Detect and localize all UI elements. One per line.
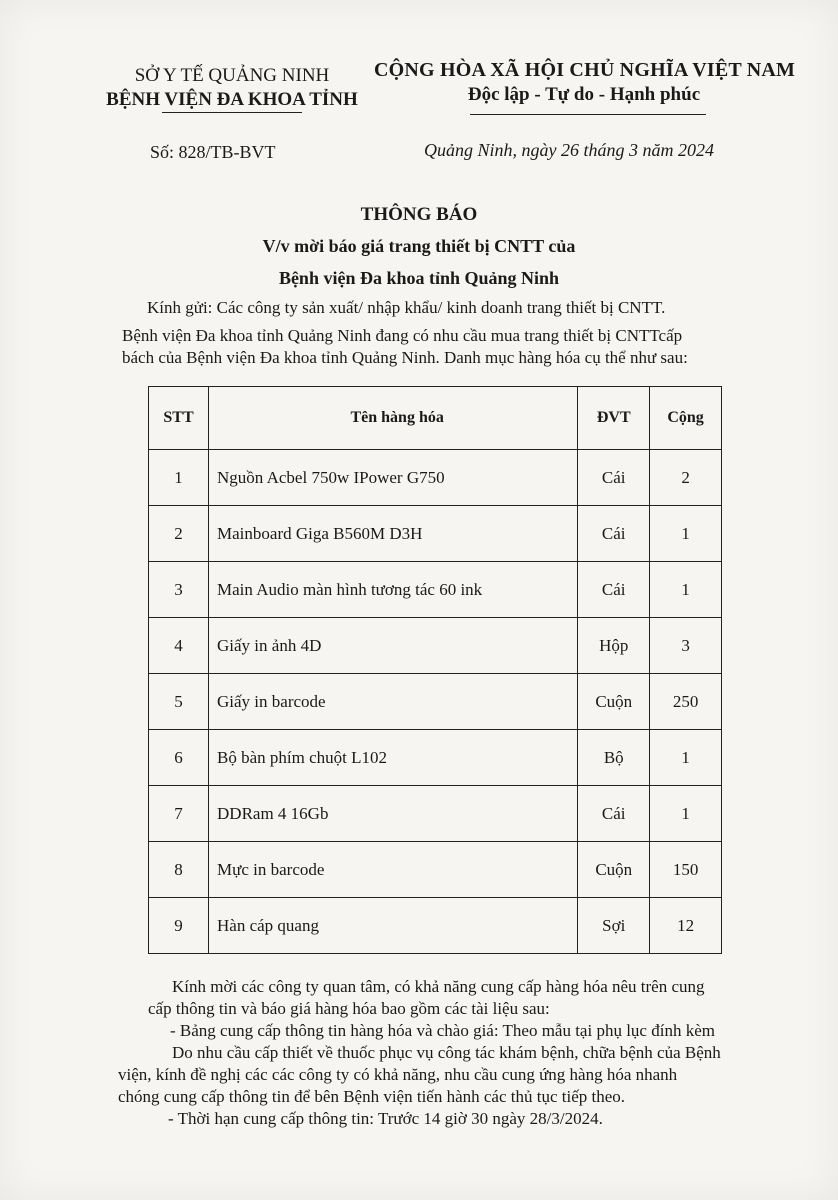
cell-name: Giấy in barcode <box>209 674 578 730</box>
cell-qty: 1 <box>650 562 722 618</box>
agency-name: SỞ Y TẾ QUẢNG NINH <box>134 65 330 86</box>
body-paragraph-7: - Thời hạn cung cấp thông tin: Trước 14 giờ 30 ngày 28/3/2024. <box>168 1109 603 1128</box>
cell-stt: 4 <box>149 618 209 674</box>
goods-table <box>148 386 722 954</box>
notice-title: THÔNG BÁO <box>360 204 478 225</box>
national-header <box>374 58 794 108</box>
cell-unit: Cái <box>578 786 650 842</box>
table-row <box>149 506 722 562</box>
body-paragraph-6: chóng cung cấp thông tin để bên Bệnh viện tiến hành các thủ tục tiếp theo. <box>118 1087 626 1106</box>
notice-subtitle-line-1: V/v mời báo giá trang thiết bị CNTT của <box>262 236 576 256</box>
table-row <box>149 898 722 954</box>
cell-stt: 1 <box>149 450 209 506</box>
cell-unit: Cái <box>578 450 650 506</box>
cell-unit: Cái <box>578 562 650 618</box>
cell-unit: Cuộn <box>578 674 650 730</box>
intro-line-2: bách của Bệnh viện Đa khoa tỉnh Quảng Ninh. Danh mục hàng hóa cụ thể như sau: <box>122 348 688 367</box>
issuer-block <box>92 64 372 112</box>
body-paragraph-4: Do nhu cầu cấp thiết về thuốc phục vụ công tác khám bệnh, chữa bệnh của Bệnh <box>172 1043 721 1062</box>
cell-name: Giấy in ảnh 4D <box>209 618 578 674</box>
table-row <box>149 674 722 730</box>
cell-stt: 9 <box>149 898 209 954</box>
table-row <box>149 618 722 674</box>
notice-subtitle-line-2: Bệnh viện Đa khoa tỉnh Quảng Ninh <box>278 268 560 288</box>
motto-underline <box>470 114 706 115</box>
table-row <box>149 730 722 786</box>
cell-name: Mainboard Giga B560M D3H <box>209 506 578 562</box>
table-row <box>149 842 722 898</box>
cell-qty: 12 <box>650 898 722 954</box>
nation-title: CỘNG HÒA XÃ HỘI CHỦ NGHĨA VIỆT NAM <box>374 59 796 81</box>
cell-stt: 7 <box>149 786 209 842</box>
body-paragraph-3: - Bảng cung cấp thông tin hàng hóa và chào giá: Theo mẫu tại phụ lục đính kèm <box>170 1021 715 1040</box>
cell-unit: Cái <box>578 506 650 562</box>
cell-name: DDRam 4 16Gb <box>209 786 578 842</box>
hospital-name: BỆNH VIỆN ĐA KHOA TỈNH <box>106 89 358 110</box>
body-paragraph-5: viện, kính đề nghị các các công ty có khả năng, nhu cầu cung ứng hàng hóa nhanh <box>118 1065 678 1084</box>
body-paragraph-2: cấp thông tin và báo giá hàng hóa bao gồm các tài liệu sau: <box>148 999 550 1018</box>
cell-qty: 150 <box>650 842 722 898</box>
intro-line-1: Bệnh viện Đa khoa tỉnh Quảng Ninh đang có nhu cầu mua trang thiết bị CNTTcấp <box>122 326 683 345</box>
header-qty: Cộng <box>650 387 722 450</box>
cell-unit: Sợi <box>578 898 650 954</box>
cell-stt: 8 <box>149 842 209 898</box>
cell-unit: Cuộn <box>578 842 650 898</box>
cell-stt: 6 <box>149 730 209 786</box>
cell-stt: 5 <box>149 674 209 730</box>
national-motto: Độc lập - Tự do - Hạnh phúc <box>467 84 701 105</box>
cell-name: Bộ bàn phím chuột L102 <box>209 730 578 786</box>
body-paragraph-1: Kính mời các công ty quan tâm, có khả năng cung cấp hàng hóa nêu trên cung <box>172 977 705 996</box>
cell-qty: 1 <box>650 730 722 786</box>
header-unit: ĐVT <box>578 387 650 450</box>
document-number: Số: 828/TB-BVT <box>150 142 276 162</box>
cell-qty: 3 <box>650 618 722 674</box>
cell-name: Nguồn Acbel 750w IPower G750 <box>209 450 578 506</box>
cell-name: Hàn cáp quang <box>209 898 578 954</box>
cell-stt: 3 <box>149 562 209 618</box>
table-row <box>149 786 722 842</box>
cell-qty: 2 <box>650 450 722 506</box>
cell-qty: 250 <box>650 674 722 730</box>
table-row <box>149 450 722 506</box>
cell-unit: Bộ <box>578 730 650 786</box>
place-date: Quảng Ninh, ngày 26 tháng 3 năm 2024 <box>424 140 714 160</box>
table-header-row <box>149 387 722 450</box>
recipient-line: Kính gửi: Các công ty sản xuất/ nhập khẩu/ kinh doanh trang thiết bị CNTT. <box>147 298 666 317</box>
issuer-underline <box>162 112 302 113</box>
table-row <box>149 562 722 618</box>
header-name: Tên hàng hóa <box>209 387 578 450</box>
cell-unit: Hộp <box>578 618 650 674</box>
cell-name: Mực in barcode <box>209 842 578 898</box>
header-stt: STT <box>149 387 209 450</box>
cell-name: Main Audio màn hình tương tác 60 ink <box>209 562 578 618</box>
cell-qty: 1 <box>650 506 722 562</box>
cell-qty: 1 <box>650 786 722 842</box>
cell-stt: 2 <box>149 506 209 562</box>
